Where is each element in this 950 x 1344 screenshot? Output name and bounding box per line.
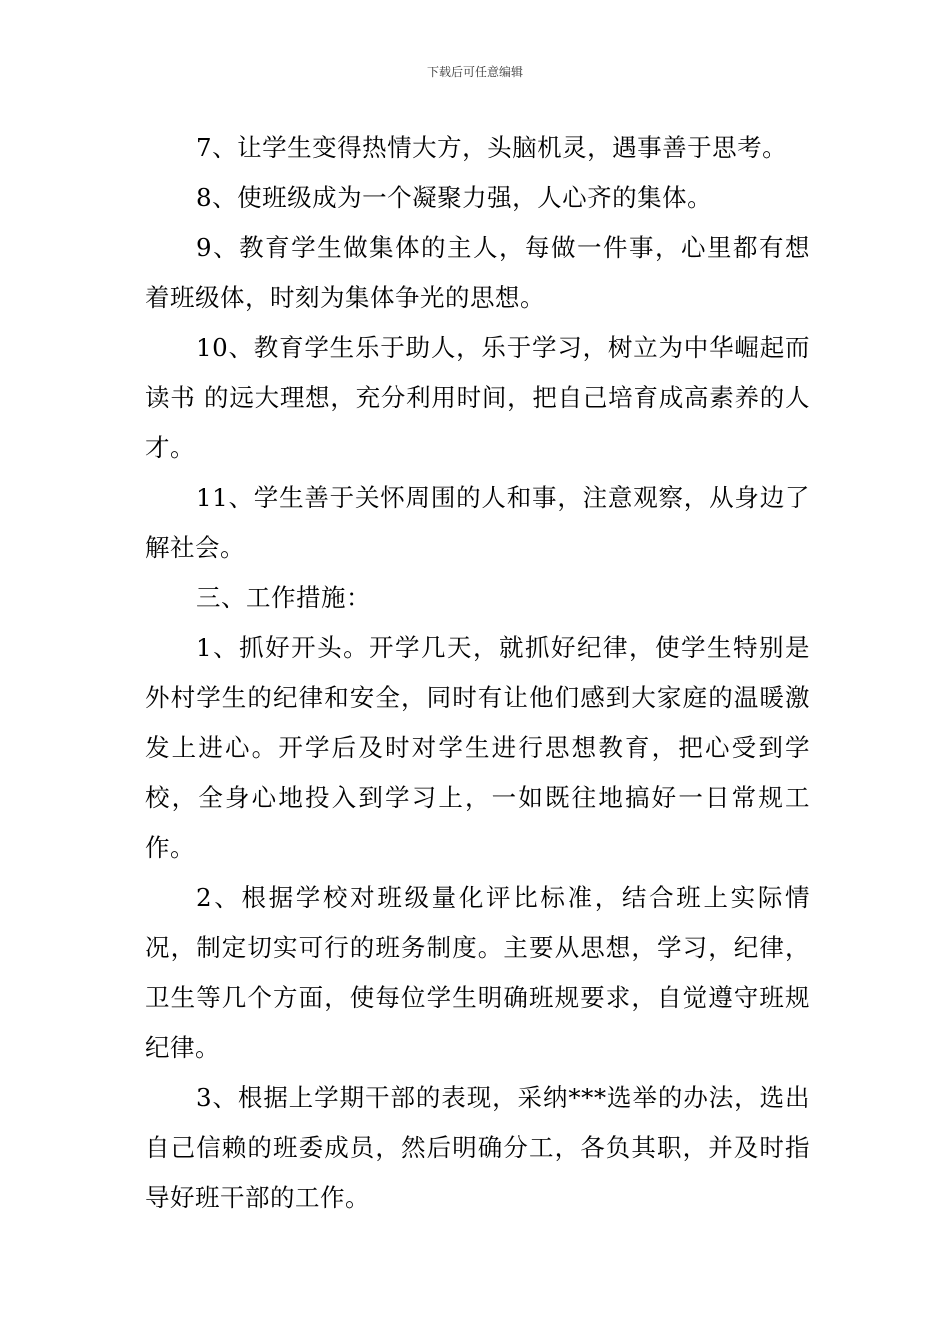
paragraph-item-8: 8、使班级成为一个凝聚力强，人心齐的集体。 bbox=[196, 183, 713, 212]
paragraph-item-11: 11、学生善于关怀周围的人和事，注意观察，从身边了解社会。 bbox=[145, 483, 810, 562]
paragraph-item-10: 10、教育学生乐于助人，乐于学习，树立为中华崛起而读书 的远大理想，充分利用时间，把自己培育成高素养的人才。 bbox=[145, 333, 810, 462]
paragraph-item-7: 7、让学生变得热情大方，头脑机灵，遇事善于思考。 bbox=[196, 133, 788, 162]
document-body bbox=[145, 123, 810, 1223]
paragraph-measure-1: 1、抓好开头。开学几天，就抓好纪律，使学生特别是外村学生的纪律和安全，同时有让他们感到大家庭的温暖激发上进心。开学后及时对学生进行思想教育，把心受到学校，全身心地投入到学习上，一如既往地搞好一日常规工作。 bbox=[145, 633, 810, 862]
section-heading-work-measures: 三、工作措施： bbox=[196, 583, 371, 612]
paragraph-measure-3: 3、根据上学期干部的表现，采纳***选举的办法，选出自己信赖的班委成员，然后明确分工，各负其职，并及时指导好班干部的工作。 bbox=[145, 1083, 810, 1212]
paragraph-measure-2: 2、根据学校对班级量化评比标准，结合班上实际情况，制定切实可行的班务制度。主要从思想，学习，纪律，卫生等几个方面，使每位学生明确班规要求，自觉遵守班规纪律。 bbox=[145, 883, 810, 1062]
paragraph-item-9: 9、教育学生做集体的主人，每做一件事，心里都有想着班级体，时刻为集体争光的思想。 bbox=[145, 233, 810, 312]
page-header-note: 下载后可任意编辑 bbox=[426, 65, 523, 79]
